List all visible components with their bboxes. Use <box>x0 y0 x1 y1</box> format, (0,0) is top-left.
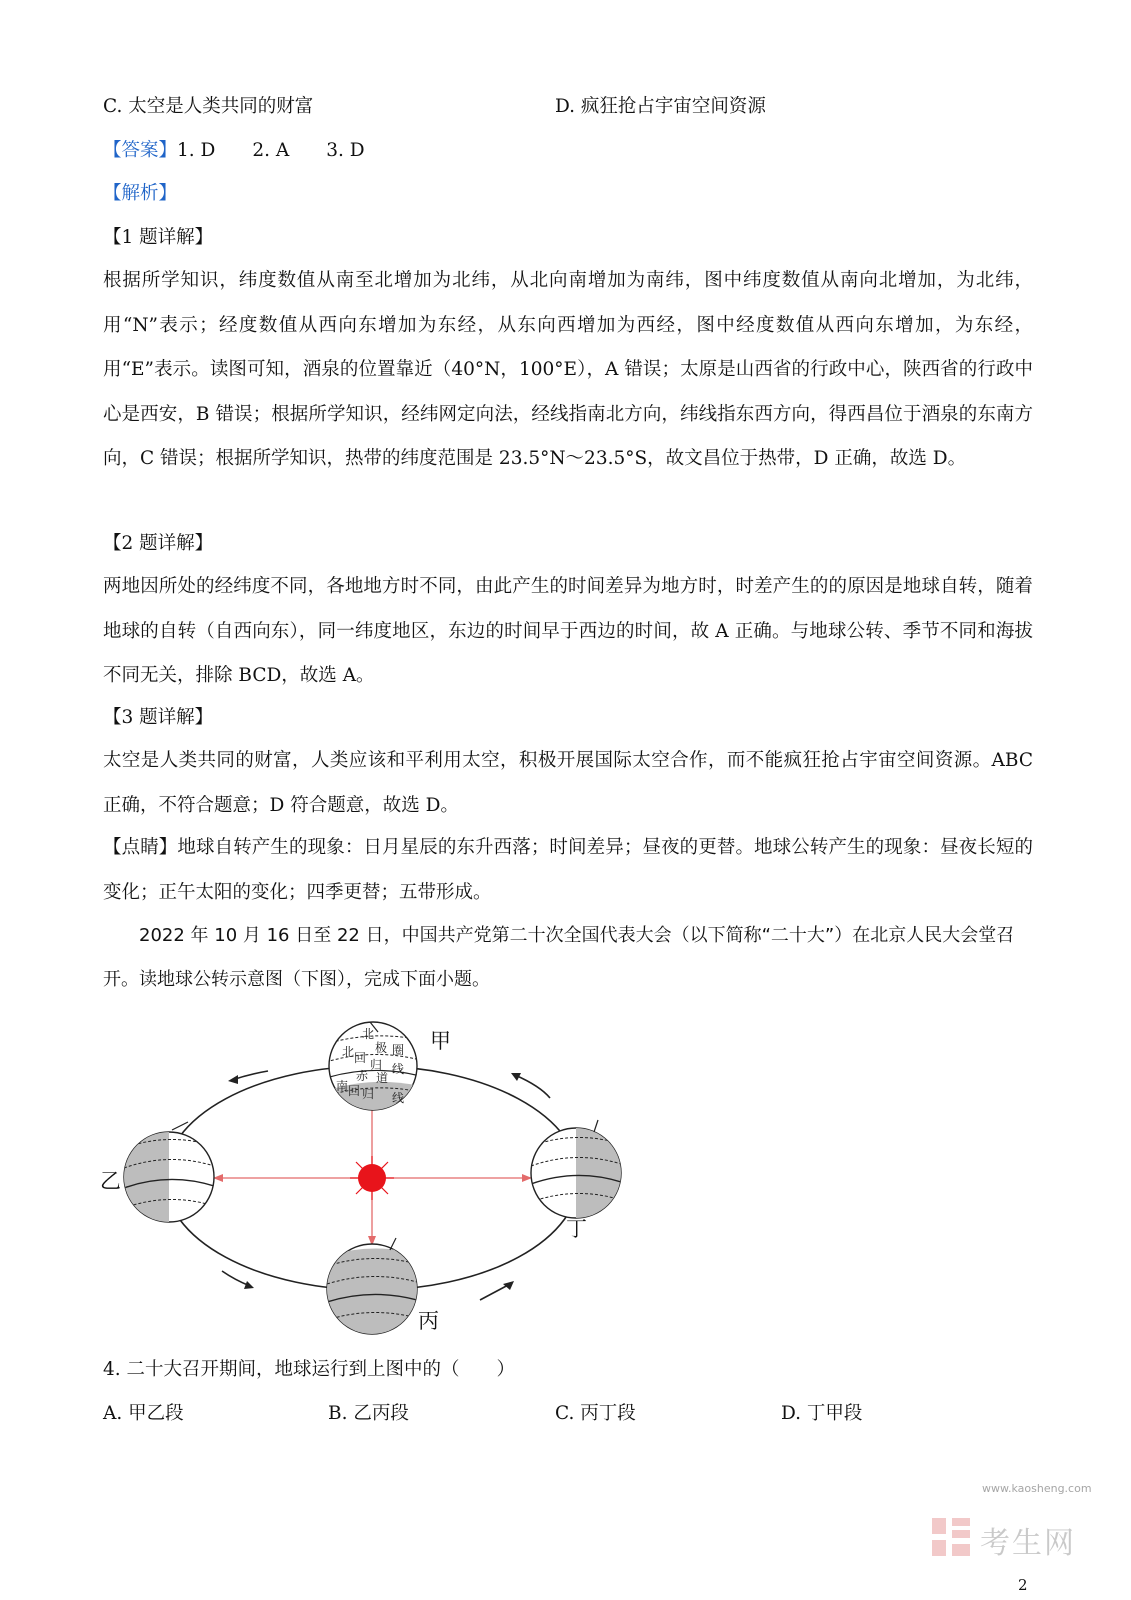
logo-text: 考生网 <box>980 1526 1076 1561</box>
label-ding: 丁 <box>566 1217 587 1241</box>
globe-text-arctic-2: 极 <box>375 1041 388 1055</box>
q2-body: 两地因所处的经纬度不同，各地地方时不同，由此产生的时间差异为地方时，时差产生的的原因是地球自转，随着地球的自转（自西向东），同一纬度地区，东边的时间早于西边的时间，故 A 正确。与地球公转、季节不同和海拔不同无关，排除 BCD，故选 A。 <box>103 576 1033 686</box>
analysis-tag: 【解析】 <box>103 183 178 204</box>
tip-tag: 【点睛】 <box>103 837 178 858</box>
page-number: 2 <box>1018 1576 1028 1594</box>
watermark-url: www.kaosheng.com <box>982 1482 1092 1495</box>
label-yi: 乙 <box>100 1169 121 1193</box>
intro-paragraph: 2022 年 10 月 16 日至 22 日，中国共产党第二十次全国代表大会（以下简称“二十大”）在北京人民大会堂召开。读地球公转示意图（下图），完成下面小题。 <box>103 925 1015 990</box>
q4-option-b: B. 乙丙段 <box>328 1403 409 1424</box>
prev-option-c: C. 太空是人类共同的财富 <box>103 96 314 117</box>
globe-text-equator-2: 道 <box>376 1071 389 1085</box>
q4-option-c: C. 丙丁段 <box>555 1403 636 1424</box>
sun-icon <box>350 1156 394 1200</box>
q2-title: 【2 题详解】 <box>103 533 214 554</box>
answer-line <box>103 138 365 164</box>
globe-ding <box>531 1120 621 1218</box>
q4-stem: 4. 二十大召开期间，地球运行到上图中的（ ） <box>103 1359 516 1380</box>
globe-text-tropicn-4: 线 <box>392 1062 405 1076</box>
globe-text-arctic-3: 圈 <box>392 1043 405 1057</box>
q3-body: 太空是人类共同的财富，人类应该和平利用太空，积极开展国际太空合作，而不能疯狂抢占宇宙空间资源。ABC 正确，不符合题意；D 符合题意，故选 D。 <box>103 750 1033 816</box>
q4-option-d: D. 丁甲段 <box>781 1403 863 1424</box>
revolution-diagram <box>100 1018 640 1348</box>
label-bing: 丙 <box>418 1309 439 1333</box>
globe-text-tropics-4: 线 <box>392 1091 405 1105</box>
q3-title: 【3 题详解】 <box>103 707 214 728</box>
tip-body: 地球自转产生的现象：日月星辰的东升西落；时间差异；昼夜的更替。地球公转产生的现象：昼夜长短的变化；正午太阳的变化；四季更替；五带形成。 <box>103 837 1033 903</box>
globe-text-arctic-1: 北 <box>362 1027 375 1041</box>
globe-jia <box>326 1022 420 1118</box>
globe-text-tropics-1: 南 <box>336 1079 349 1093</box>
globe-text-tropicn-2: 回 <box>354 1051 367 1065</box>
globe-text-tropics-2: 回 <box>348 1084 361 1098</box>
globe-yi <box>124 1122 214 1222</box>
q1-body: 根据所学知识，纬度数值从南至北增加为北纬，从北向南增加为南纬，图中纬度数值从南向北增加，为北纬，用“N”表示；经度数值从西向东增加为东经，从东向西增加为西经，图中经度数值从西向东增加，为东经，用“E”表示。读图可知，酒泉的位置靠近（40°N，100°E），A 错误；太原是山西省的行政中心，陕西省的行政中心是西安，B 错误；根据所学知识，经纬网定向法，经线指南北方向，纬线指东西方向，得西昌位于酒泉的东南方向，C 错误；根据所学知识，热带的纬度范围是 23.5°N～23.5°S，故文昌位于热带，D 正确，故选 D。 <box>103 270 1033 469</box>
answer-tag: 【答案】 <box>103 140 178 161</box>
globe-bing <box>327 1238 417 1336</box>
logo-mark-icon <box>930 1514 974 1560</box>
tip-block <box>103 826 1033 915</box>
q4-option-a: A. 甲乙段 <box>103 1403 184 1424</box>
answer-text: 1. D 2. A 3. D <box>177 140 365 161</box>
globe-text-equator-1: 赤 <box>356 1069 369 1083</box>
kaosheng-logo <box>930 1512 1090 1562</box>
globe-text-tropics-3: 归 <box>362 1087 375 1101</box>
label-jia: 甲 <box>430 1029 451 1053</box>
q1-title: 【1 题详解】 <box>103 227 214 248</box>
prev-option-d: D. 疯狂抢占宇宙空间资源 <box>555 96 766 117</box>
globe-text-tropicn-3: 归 <box>370 1058 383 1072</box>
globe-text-tropicn-1: 北 <box>342 1045 355 1059</box>
